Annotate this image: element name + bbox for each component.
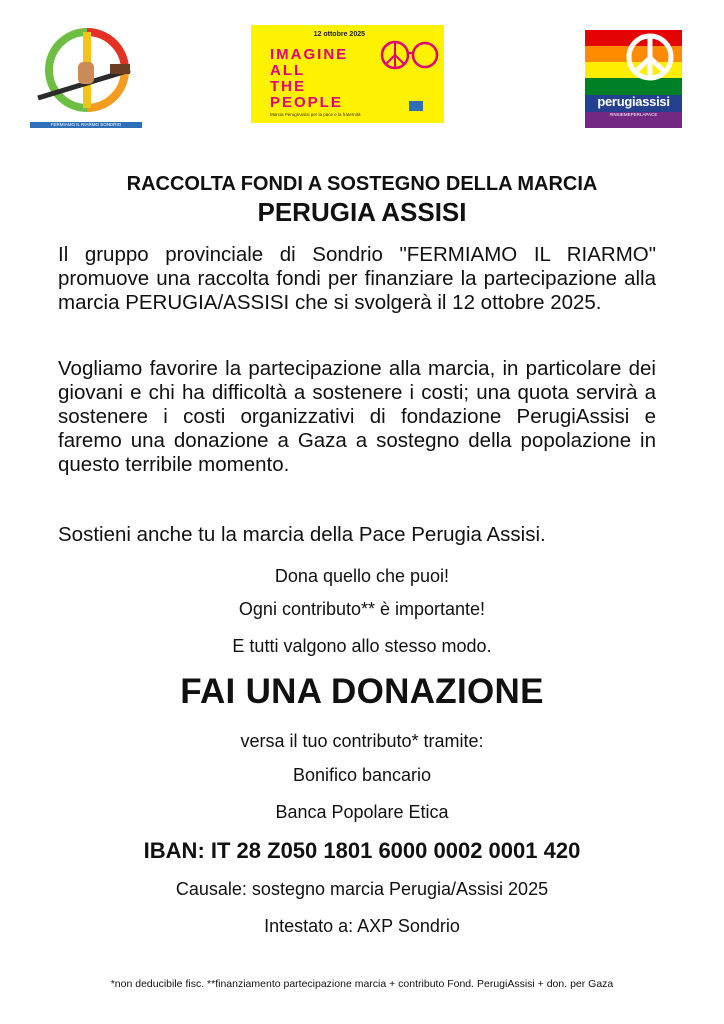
payment-method: Bonifico bancario [292,765,432,785]
appeal-line-1: Dona quello che puoi! [274,566,450,586]
imagine-subtitle: Marcia PerugiAssisi per la pace e la fraternità [270,112,361,117]
footnote: *non deducibile fisc. **finanziamento partecipazione marcia + contributo Fond. PerugiAssisi + don. per Gaza [110,978,614,990]
imagine-line-1: IMAGINE [270,46,349,63]
appeal-line-2: Ogni contributo** è importante! [238,599,486,619]
march-name-title: PERUGIA ASSISI [257,197,467,227]
imagine-line-4: PEOPLE [270,94,343,111]
march-date: 12 ottobre 2025 [313,31,365,38]
perugiassisi-wordmark: perugiassisi [597,94,670,109]
fundraising-title: RACCOLTA FONDI A SOSTEGNO DELLA MARCIA [126,173,598,195]
perugiassisi-logo [585,30,682,128]
imagine-all-the-people-banner [251,25,444,123]
peace-rifle-icon [30,22,142,130]
account-holder: Intestato a: AXP Sondrio [264,916,460,936]
payment-causale: Causale: sostegno marcia Perugia/Assisi 2025 [175,879,549,899]
donation-heading: FAI UNA DONAZIONE [180,672,544,711]
peace-glasses-icon [379,37,441,73]
purpose-paragraph: Vogliamo favorire la partecipazione alla marcia, in particolare dei giovani e chi ha difficoltà a sostenere i costi; una quota servirà a sostenere i costi organizzativi di fondazione PerugiAssisi e faremo una donazione a Gaza a sostegno della popolazione in questo terribile momento. [58,357,656,476]
iban-code: IBAN: IT 28 Z050 1801 6000 0002 0001 420 [143,838,581,863]
imagine-line-2: ALL [270,62,306,79]
left-logo-caption: FERMIAMO IL RIARMO SONDRIO [50,122,122,127]
small-badge-icon [409,101,423,111]
fermiamo-il-riarmo-logo [30,22,142,130]
donation-via: versa il tuo contributo* tramite: [240,731,484,751]
support-paragraph: Sostieni anche tu la marcia della Pace Perugia Assisi. [58,523,546,546]
bank-name: Banca Popolare Etica [275,802,449,822]
perugiassisi-hashtag: #INSIEMEPERLAPACE [609,112,658,117]
peace-sign-icon [625,32,675,82]
imagine-line-3: THE [270,78,306,95]
appeal-line-3: E tutti valgono allo stesso modo. [232,636,492,656]
intro-paragraph: Il gruppo provinciale di Sondrio "FERMIAMO IL RIARMO" promuove una raccolta fondi per finanziare la partecipazione alla marcia PERUGIA/ASSISI che si svolgerà il 12 ottobre 2025. [58,243,656,314]
